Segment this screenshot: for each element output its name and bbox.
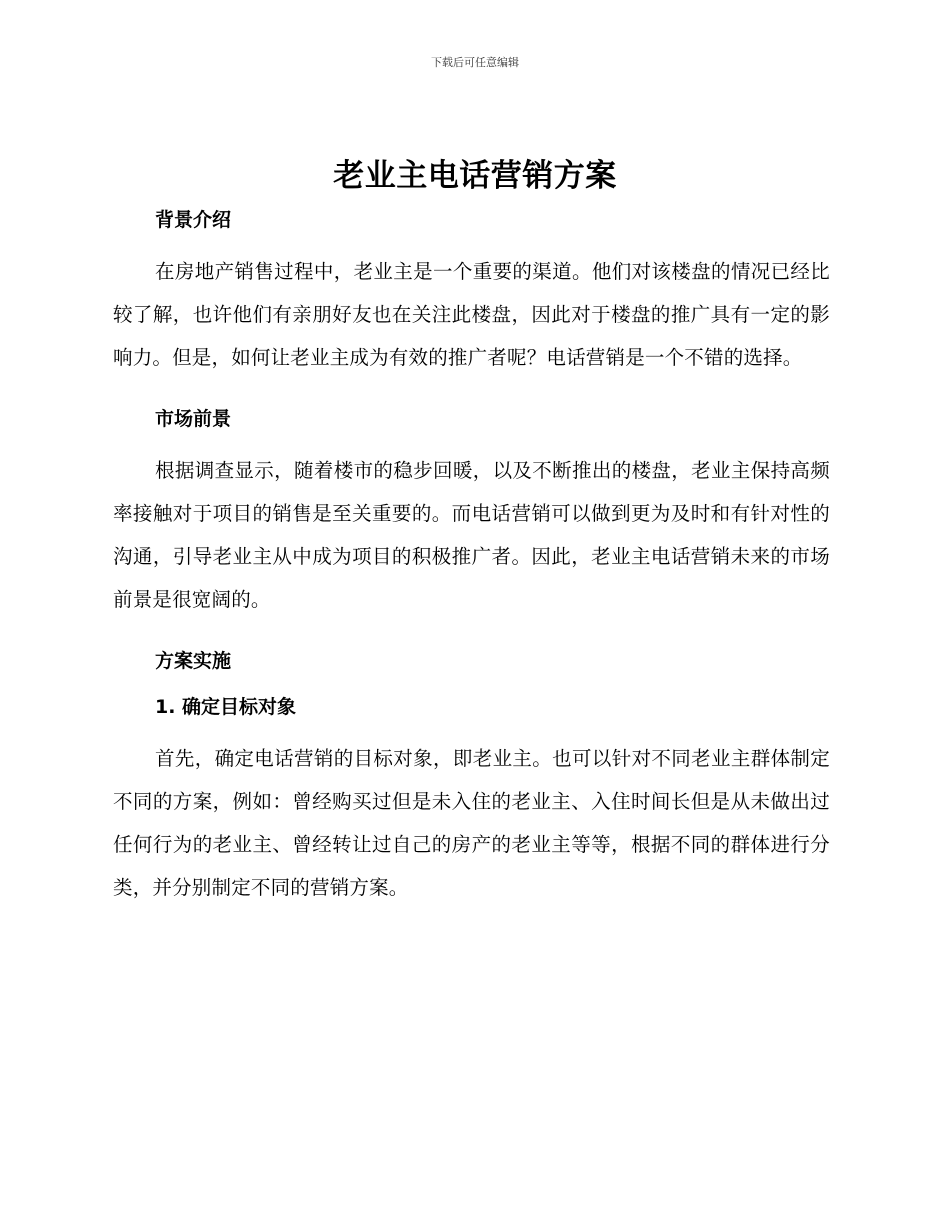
section-heading-target-audience: 1. 确定目标对象 bbox=[155, 696, 297, 718]
section-heading-market-outlook: 市场前景 bbox=[155, 408, 232, 430]
header-note: 下载后可任意编辑 bbox=[431, 56, 519, 69]
paragraph-target-audience: 首先，确定电话营销的目标对象，即老业主。也可以针对不同老业主群体制定不同的方案，例如：曾经购买过但是未入住的老业主、入住时间长但是从未做出过任何行为的老业主、曾经转让过自己的房产的老业主等等，根据不同的群体进行分类，并分别制定不同的营销方案。 bbox=[113, 747, 830, 899]
section-heading-implementation: 方案实施 bbox=[155, 650, 232, 672]
paragraph-market-outlook: 根据调查显示，随着楼市的稳步回暖，以及不断推出的楼盘，老业主保持高频率接触对于项目的销售是至关重要的。而电话营销可以做到更为及时和有针对性的沟通，引导老业主从中成为项目的积极推广者。因此，老业主电话营销未来的市场前景是很宽阔的。 bbox=[113, 459, 830, 611]
paragraph-background: 在房地产销售过程中，老业主是一个重要的渠道。他们对该楼盘的情况已经比较了解，也许他们有亲朋好友也在关注此楼盘，因此对于楼盘的推广具有一定的影响力。但是，如何让老业主成为有效的推广者呢？电话营销是一个不错的选择。 bbox=[113, 260, 830, 369]
section-heading-background: 背景介绍 bbox=[155, 209, 232, 231]
document-title: 老业主电话营销方案 bbox=[333, 158, 617, 194]
document-body bbox=[113, 200, 830, 929]
